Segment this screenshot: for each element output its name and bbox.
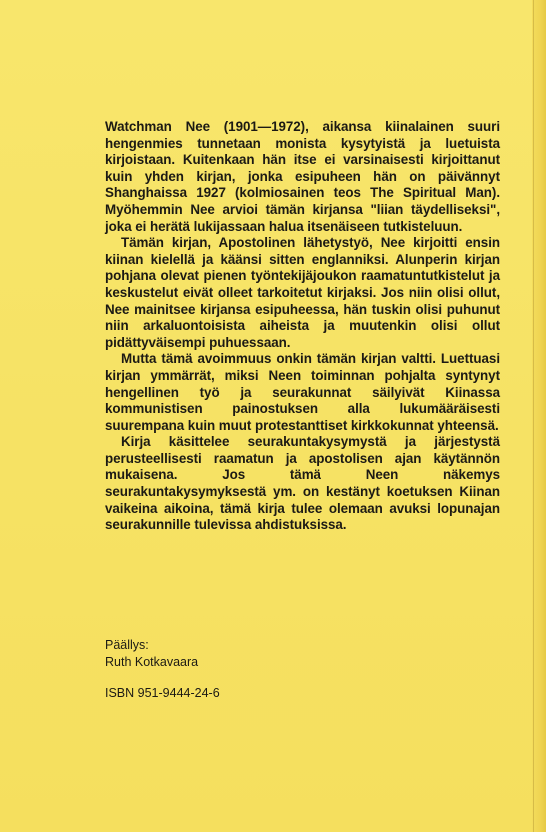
spine-edge [532, 0, 546, 832]
back-cover-blurb [105, 119, 500, 534]
cover-credit-label: Päällys: [105, 638, 149, 652]
isbn-number: ISBN 951-9444-24-6 [105, 686, 220, 700]
cover-designer-name: Ruth Kotkavaara [105, 654, 199, 669]
blurb-paragraph-4: Kirja käsittelee seurakuntakysymystä ja järjestystä perusteellisesti raamatun ja apostolisen ajan käytännön mukaisena. Jos tämä Neen näkemys seurakuntakysymyksestä ym. on kestänyt koetuksen Kiinan vaikeina aikoina, tämä kirja tulee olemaan avuksi lopunajan seurakunnille tulevissa ahdistuksissa. [105, 434, 500, 533]
cover-credits [105, 637, 198, 670]
blurb-paragraph-3: Mutta tämä avoimmuus onkin tämän kirjan valtti. Luettuasi kirjan ymmärrät, miksi Neen toiminnan pohjalta syntynyt hengellinen työ ja seurakunnat säilyivät Kiinassa kommunistisen painostuksen alla lukumääräisesti suurempana kuin muut protestanttiset kirkkokunnat yhteensä. [105, 351, 500, 433]
blurb-paragraph-2: Tämän kirjan, Apostolinen lähetystyö, Nee kirjoitti ensin kiinan kielellä ja käänsi sitten englanniksi. Alunperin kirjan pohjana olevat pienen työntekijäjoukon raamatuntutkistelut ja keskustelut eivät olleet tarkoitetut kirjaksi. Jos niin olisi ollut, Nee mainitsee kirjansa esipuheessa, hän tuskin olisi puhunut niin arkaluontoisista aiheista ja muutenkin olisi ollut pidättyväisempi puhuessaan. [105, 235, 500, 350]
blurb-paragraph-1: Watchman Nee (1901—1972), aikansa kiinalainen suuri hengenmies tunnetaan monista kysytyistä ja luetuista kirjoistaan. Kuitenkaan hän itse ei varsinaisesti kirjoittanut kuin yhden kirjan, jonka esipuheen hän on päivännyt Shanghaissa 1927 (kolmiosainen teos The Spiritual Man). Myöhemmin Nee arvioi tämän kirjansa "liian täydelliseksi", joka ei herätä lukijassaan halua itsenäiseen tutkisteluun. [105, 119, 500, 234]
